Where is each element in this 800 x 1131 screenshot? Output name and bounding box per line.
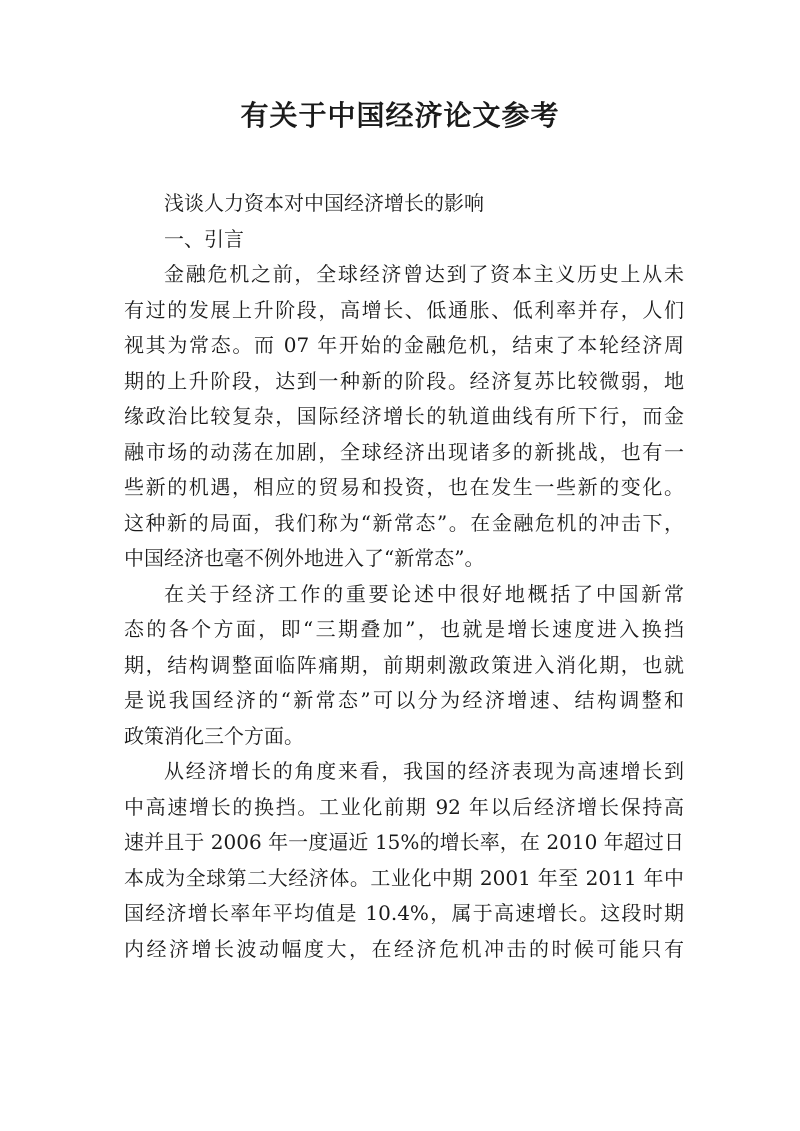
text-line: 期，结构调整面临阵痛期，前期刺激政策进入消化期，也就 [124,652,684,677]
text-line: 有过的发展上升阶段，高增长、低通胀、低利率并存，人们 [124,297,684,322]
text-line: 一、引言 [164,226,244,251]
document-title: 有关于中国经济论文参考 [240,99,560,132]
document-body [124,186,684,967]
text-line: 政策消化三个方面。 [124,723,304,748]
text-line: 些新的机遇，相应的贸易和投资，也在发生一些新的变化。 [124,475,684,499]
text-line: 金融危机之前，全球经济曾达到了资本主义历史上从未 [164,262,684,286]
text-line: 这种新的局面，我们称为“新常态”。在金融危机的冲击下， [124,510,684,535]
text-line: 缘政治比较复杂，国际经济增长的轨道曲线有所下行，而金 [124,404,684,428]
text-line: 浅谈人力资本对中国经济增长的影响 [164,191,484,215]
text-line: 中高速增长的换挡。工业化前期 92 年以后经济增长保持高 [124,794,684,819]
text-line: 速并且于 2006 年一度逼近 15%的增长率，在 2010 年超过日 [124,830,684,854]
text-line: 态的各个方面，即“三期叠加”，也就是增长速度进入换挡 [124,617,684,641]
text-line: 期的上升阶段，达到一种新的阶段。经济复苏比较微弱，地 [124,368,684,393]
text-line: 内经济增长波动幅度大，在经济危机冲击的时候可能只有 [124,936,684,961]
text-line: 融市场的动荡在加剧，全球经济出现诸多的新挑战，也有一 [124,439,684,464]
text-line: 是说我国经济的“新常态”可以分为经济增速、结构调整和 [124,688,684,712]
text-line: 视其为常态。而 07 年开始的金融危机，结束了本轮经济周 [124,333,684,357]
text-line: 从经济增长的角度来看，我国的经济表现为高速增长到 [164,759,684,783]
text-line: 在关于经济工作的重要论述中很好地概括了中国新常 [164,581,684,606]
text-line: 本成为全球第二大经济体。工业化中期 2001 年至 2011 年中 [124,865,684,890]
text-line: 国经济增长率年平均值是 10.4%，属于高速增长。这段时期 [124,901,684,925]
text-line: 中国经济也毫不例外地进入了“新常态”。 [124,546,485,570]
